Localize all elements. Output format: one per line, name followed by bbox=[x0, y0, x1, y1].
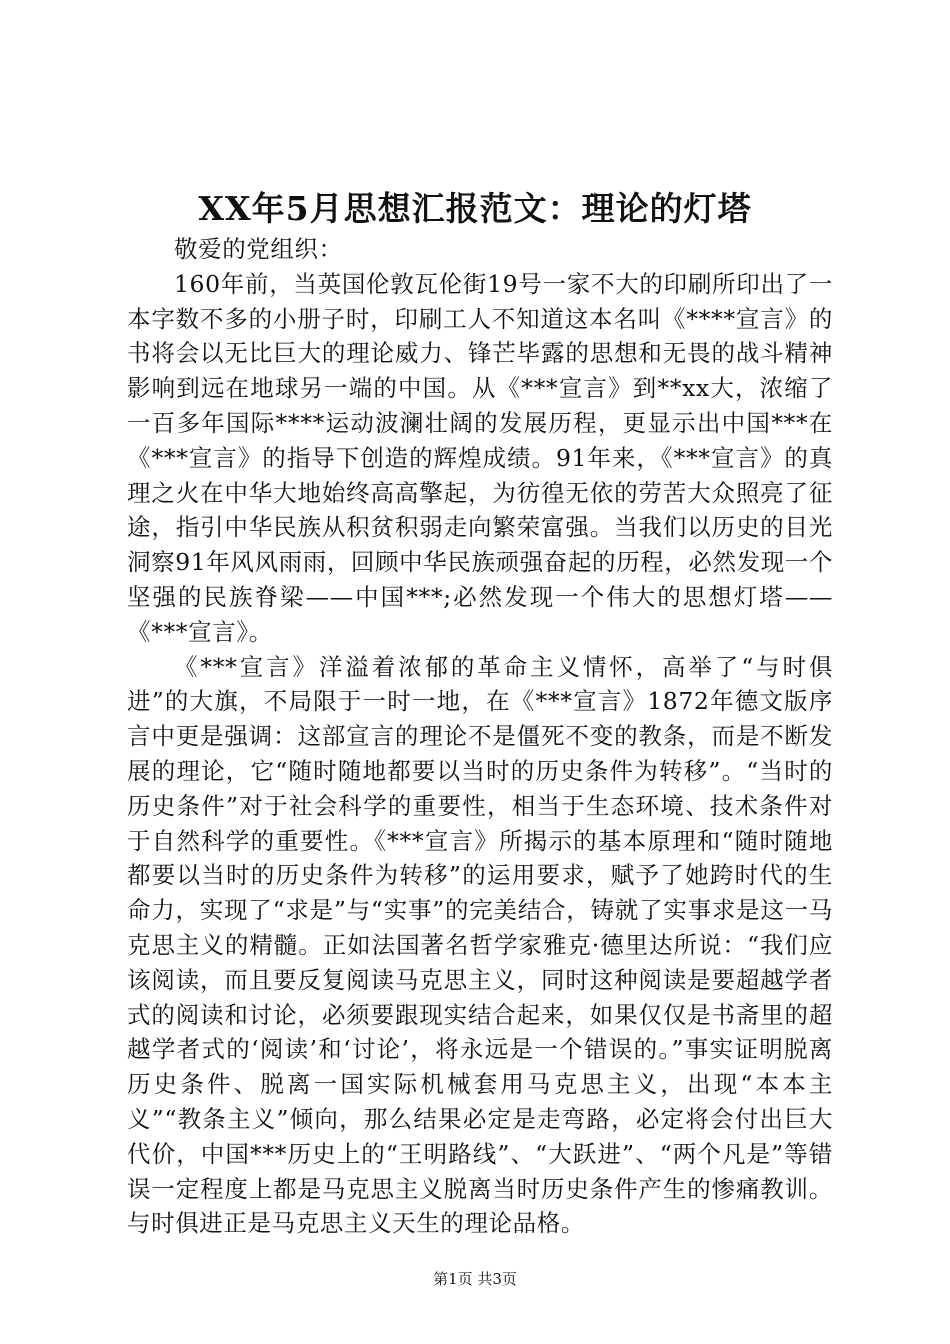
paragraph: 《***宣言》洋溢着浓郁的革命主义情怀，高举了“与时俱进”的大旗，不局限于一时一地，在《***宣言》1872年德文版序言中更是强调：这部宣言的理论不是僵死不变的教条，而是不断发展的理论，它“随时随地都要以当时的历史条件为转移”。“当时的历史条件”对于社会科学的重要性，相当于生态环境、技术条件对于自然科学的重要性。《***宣言》所揭示的基本原理和“随时随地都要以当时的历史条件为转移”的运用要求，赋予了她跨时代的生命力，实现了“求是”与“实事”的完美结合，铸就了实事求是这一马克思主义的精髓。正如法国著名哲学家雅克·德里达所说：“我们应该阅读，而且要反复阅读马克思主义，同时这种阅读是要超越学者式的阅读和讨论，必须要跟现实结合起来，如果仅仅是书斋里的超越学者式的‘阅读’和‘讨论’，将永远是一个错误的。”事实证明脱离历史条件、脱离一国实际机械套用马克思主义，出现“本本主义”“教条主义”倾向，那么结果必定是走弯路，必定将会付出巨大代价，中国***历史上的“王明路线”、“大跃进”、“两个凡是”等错误一定程度上都是马克思主义脱离当时历史条件产生的惨痛教训。与时俱进正是马克思主义天生的理论品格。 bbox=[127, 652, 833, 1238]
salutation: 敬爱的党组织： bbox=[174, 235, 343, 263]
paragraph: 160年前，当英国伦敦瓦伦街19号一家不大的印刷所印出了一本字数不多的小册子时，印刷工人不知道这本名叫《****宣言》的书将会以无比巨大的理论威力、锋芒毕露的思想和无畏的战斗精神影响到远在地球另一端的中国。从《***宣言》到**xx大，浓缩了一百多年国际****运动波澜壮阔的发展历程，更显示出中国***在《***宣言》的指导下创造的辉煌成绩。91年来，《***宣言》的真理之火在中华大地始终高高擎起，为彷徨无依的劳苦大众照亮了征途，指引中华民族从积贫积弱走向繁荣富强。当我们以历史的目光洞察91年风风雨雨，回顾中华民族顽强奋起的历程，必然发现一个坚强的民族脊梁——中国***;必然发现一个伟大的思想灯塔——《***宣言》。 bbox=[127, 269, 833, 646]
document-title: XX年5月思想汇报范文：理论的灯塔 bbox=[198, 189, 752, 228]
document-body bbox=[127, 232, 833, 1241]
page-number-footer: 第1页 共3页 bbox=[433, 1270, 517, 1288]
